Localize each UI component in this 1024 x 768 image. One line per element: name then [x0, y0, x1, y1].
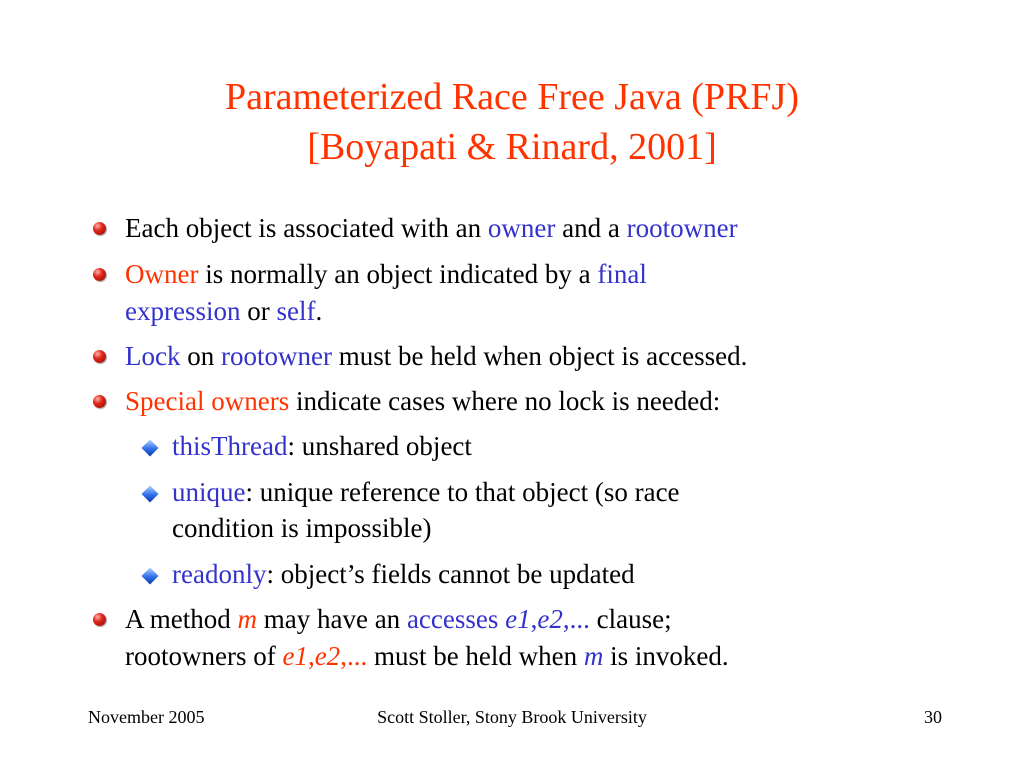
red-ball-icon: [93, 395, 106, 408]
var-m: m: [583, 641, 604, 671]
bullet-owner-definition: Owner is normally an object indicated by a final: [125, 256, 647, 293]
keyword-owner: Owner: [125, 259, 199, 289]
keyword-accesses: accesses: [406, 604, 499, 634]
keyword-unique: unique: [172, 477, 246, 507]
bullet-accesses-clause-cont: rootowners of e1,e2,... must be held when m is invoked.: [125, 641, 729, 671]
red-ball-icon: [93, 350, 106, 363]
title-line-2: [Boyapati & Rinard, 2001]: [307, 126, 717, 168]
var-e2: e2: [537, 604, 563, 634]
sub-bullet-readonly: readonly: object’s fields cannot be updated: [172, 556, 635, 593]
keyword-readonly: readonly: [172, 559, 267, 589]
blue-diamond-icon: [142, 568, 159, 585]
bullet-lock: Lock on rootowner must be held when object is accessed.: [125, 338, 747, 375]
footer-page-number: 30: [924, 707, 942, 727]
footer-author: Scott Stoller, Stony Brook University: [377, 707, 647, 727]
bullet-owner-rootowner: Each object is associated with an owner and a rootowner: [125, 210, 738, 247]
title-line-1: Parameterized Race Free Java (PRFJ): [224, 76, 799, 118]
sub-bullet-unique: unique: unique reference to that object (so race: [172, 474, 680, 511]
keyword-rootowner: rootowner: [220, 341, 332, 371]
keyword-special-owners: Special owners: [125, 386, 290, 416]
bullet-accesses-clause: A method m may have an accesses e1,e2,... clause;: [125, 601, 672, 638]
red-ball-icon: [93, 613, 106, 626]
var-m: m: [237, 604, 257, 634]
red-ball-icon: [93, 222, 106, 235]
footer-date: November 2005: [88, 707, 205, 727]
keyword-final: final: [597, 259, 647, 289]
bullet-special-owners: Special owners indicate cases where no lock is needed:: [125, 383, 720, 420]
blue-diamond-icon: [142, 486, 159, 503]
keyword-owner: owner: [487, 213, 556, 243]
blue-diamond-icon: [142, 440, 159, 457]
keyword-thisthread: thisThread: [172, 431, 288, 461]
var-e2: e2: [314, 641, 341, 671]
red-ball-icon: [93, 268, 106, 281]
keyword-expression: expression: [125, 296, 241, 326]
keyword-self: self: [276, 296, 316, 326]
keyword-rootowner: rootowner: [626, 213, 738, 243]
sub-bullet-unique-cont: condition is impossible): [172, 513, 432, 543]
var-e1: e1: [282, 641, 308, 671]
var-e1: e1: [505, 604, 531, 634]
keyword-lock: Lock: [125, 341, 181, 371]
bullet-owner-definition-cont: expression or self.: [125, 296, 323, 326]
sub-bullet-thisthread: thisThread: unshared object: [172, 428, 472, 465]
